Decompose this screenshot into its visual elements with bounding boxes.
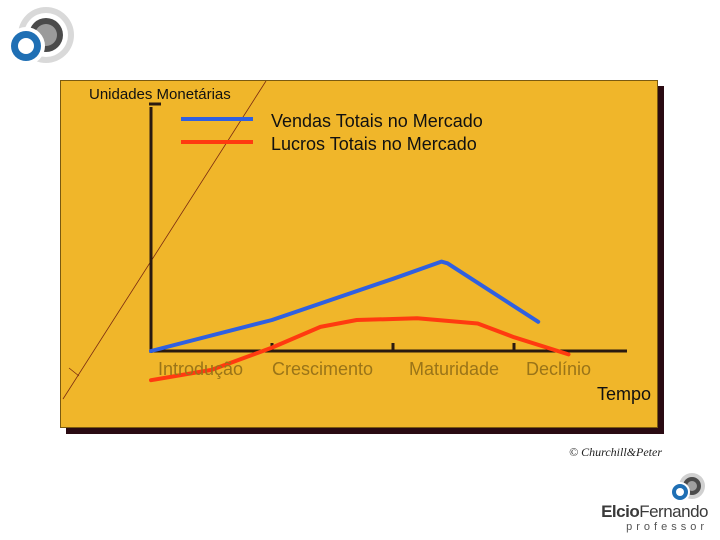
circles-logo-icon	[4, 6, 76, 68]
stage-label-maturity: Maturidade	[409, 359, 500, 379]
stage-label-growth: Crescimento	[272, 359, 374, 379]
brand-block	[601, 472, 708, 533]
brand-name-regular: Fernando	[639, 502, 708, 521]
chart-panel	[60, 80, 658, 428]
credit-text: © Churchill&Peter	[569, 445, 662, 459]
brand-circles-icon	[660, 472, 708, 504]
legend-label-profits: Lucros Totais no Mercado	[271, 134, 477, 154]
y-axis-label: Unidades Monetárias	[89, 86, 231, 103]
sales-line	[151, 262, 538, 351]
stage-label-introduction: Introdução	[158, 359, 244, 379]
decorative-tick-line	[69, 368, 79, 376]
brand-name-bold: Elcio	[601, 502, 640, 521]
brand-name	[601, 502, 708, 522]
brand-subtitle: professor	[626, 521, 708, 533]
x-axis-label: Tempo	[596, 384, 651, 404]
stage-label-decline: Declínio	[526, 359, 592, 379]
legend-label-sales: Vendas Totais no Mercado	[271, 111, 483, 131]
